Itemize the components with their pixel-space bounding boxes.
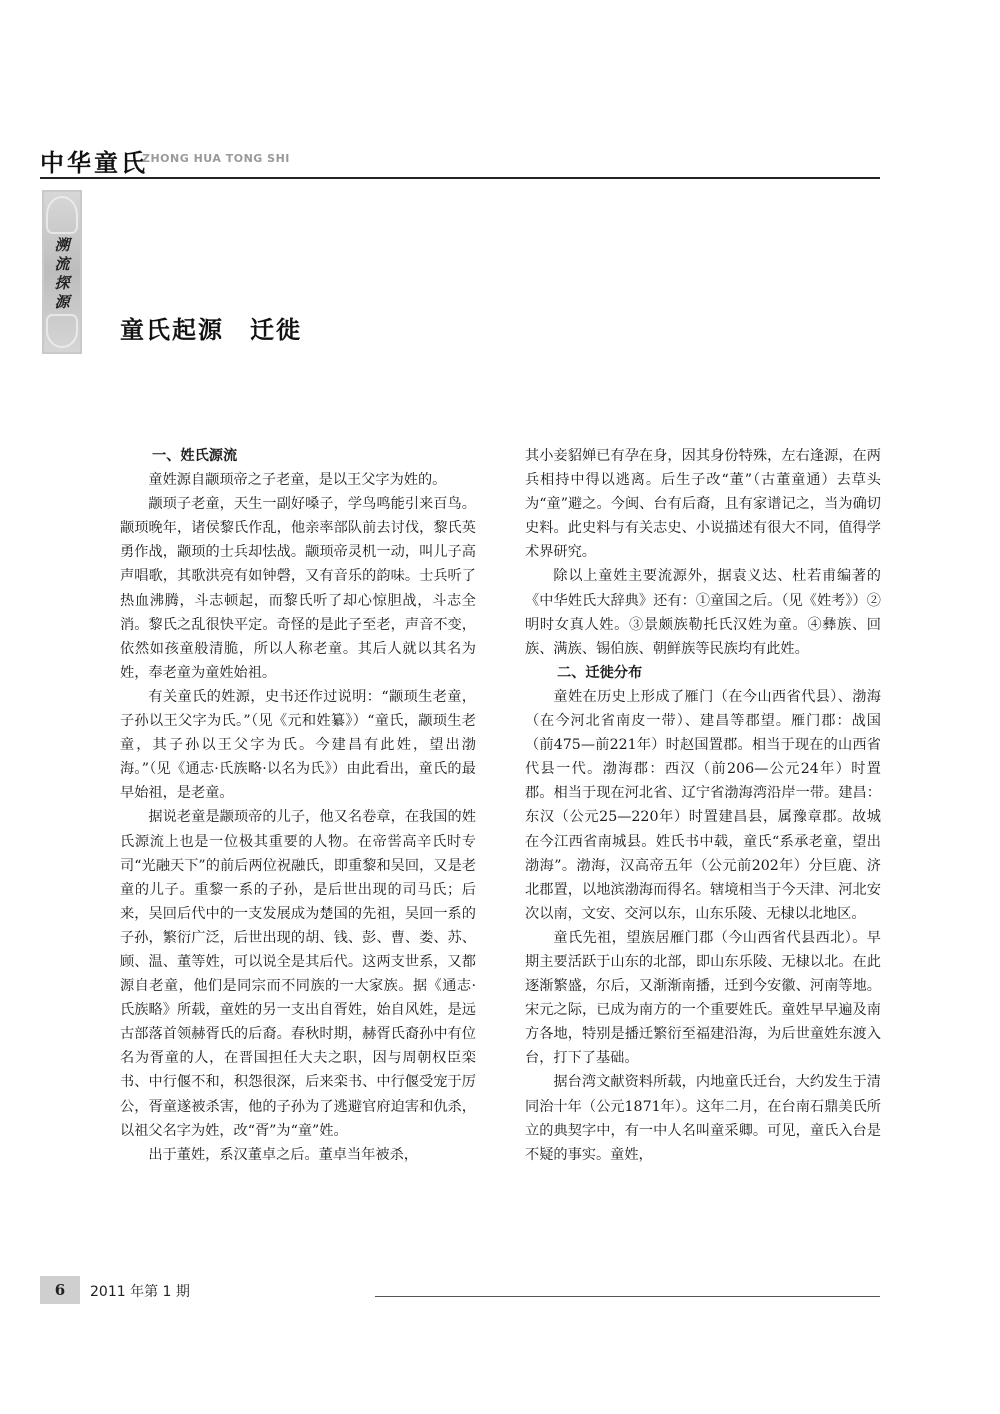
magazine-brand-pinyin: ZHONG HUA TONG SHI (142, 152, 290, 165)
magazine-header (40, 143, 880, 177)
page-number: 6 (40, 1276, 80, 1304)
paragraph: 童姓源自颛顼帝之子老童，是以王父字为姓的。 (148, 472, 447, 489)
section-heading-migration: 二、迁徙分布 (557, 664, 643, 681)
paragraph: 据台湾文献资料所载，内地童氏迁台，大约发生于清同治十年（公元1871年）。这年二月，在台南石鼎美氏所立的典契字中，有一中人名叫童采卿。可见，童氏入台是不疑的事实。童姓， (525, 1074, 881, 1163)
issue-label: 2011 年第 1 期 (90, 1284, 190, 1300)
section-badge-char: 溯 (54, 236, 70, 254)
paragraph: 童姓在历史上形成了雁门（在今山西省代县）、渤海（在今河北省南皮一带）、建昌等郡望。雁门郡：战国（前475—前221年）时赵国置郡。相当于现在的山西省代县一代。渤海郡：西汉（前206—公元24年）时置郡。相当于现在河北省、辽宁省渤海湾沿岸一带。建昌：东汉（公元25—220年）时置建昌县，属豫章郡。故城在今江西省南城县。姓氏书中载，童氏“系承老童，望出渤海”。渤海，汉高帝五年（公元前202年）分巨鹿、济北郡置，以地滨渤海而得名。辖境相当于今天津、河北安次以南，文安、交河以东，山东乐陵、无棣以北地区。 (525, 688, 881, 922)
paragraph-continued: 其小妾貂婵已有孕在身，因其身份特殊，左右逢源，在两兵相持中得以逃离。后生子改“董”（古董童通）去草头为“童”避之。今闽、台有后裔，且有家谱记之，当为确切史料。此史料与有关志史、小说描述有很大不同，值得学术界研究。 (525, 448, 881, 561)
section-badge-text (42, 236, 82, 312)
paragraph: 出于董姓，系汉董卓之后。董卓当年被杀， (148, 1146, 418, 1163)
magazine-brand-chinese: 中华童氏 (40, 148, 148, 177)
paragraph: 颛顼子老童，天生一副好嗓子，学鸟鸣能引来百鸟。颛顼晚年，诸侯黎氏作乱，他亲率部队前去讨伐，黎氏英勇作战，颛顼的士兵却怯战。颛顼帝灵机一动，叫儿子高声唱歌，其歌洪亮有如钟磬，又有音乐的韵味。士兵听了热血沸腾，斗志顿起，而黎氏听了却心惊胆战，斗志全消。黎氏之乱很快平定。奇怪的是此子至老，声音不变，依然如孩童般清脆，所以人称老童。其后人就以其名为姓，奉老童为童姓始祖。 (120, 496, 476, 681)
paragraph: 据说老童是颛顼帝的儿子，他又名卷章，在我国的姓氏源流上也是一位极其重要的人物。在帝喾高辛氏时专司“光融天下”的前后两位祝融氏，即重黎和吴回，又是老童的儿子。重黎一系的子孙，是后世出现的司马氏；后来，吴回后代中的一支发展成为楚国的先祖，吴回一系的子孙，繁衍广泛，后世出现的胡、钱、彭、曹、娄、苏、顾、温、董等姓，可以说全是其后代。这两支世系，又都源自老童，他们是同宗而不同族的一大家族。据《通志·氏族略》所载，童姓的另一支出自胥姓，始自风姓，是远古部落首领赫胥氏的后裔。春秋时期，赫胥氏裔孙中有位名为胥童的人，在晋国担任大夫之职，因与周朝权臣栾书、中行偃不和，积怨很深，后来栾书、中行偃受宠于厉公，胥童遂被杀害，他的子孙为了逃避官府迫害和仇杀，以祖父名字为姓，改“胥”为“童”姓。 (120, 809, 476, 1139)
section-badge-char: 源 (54, 293, 70, 311)
page-footer (40, 1276, 880, 1306)
section-heading-origin: 一、姓氏源流 (152, 448, 238, 464)
right-column (525, 444, 881, 1167)
footer-rule (375, 1296, 880, 1297)
section-badge-char: 探 (54, 274, 70, 292)
paragraph: 有关童氏的姓源，史书还作过说明：“颛顼生老童，子孙以王父字为氏。”（见《元和姓纂》）“童氏，颛顼生老童，其子孙以王父字为氏。今建昌有此姓，望出渤海。”（见《通志·氏族略·以名为氏》）由此看出，童氏的最早始祖，是老童。 (120, 688, 476, 802)
section-badge (42, 190, 82, 354)
left-column (120, 444, 476, 1167)
article-title: 童氏起源 迁徙 (120, 316, 302, 344)
paragraph: 童氏先祖，望族居雁门郡（今山西省代县西北）。早期主要活跃于山东的北部，即山东乐陵、无棣以北。在此逐渐繁盛，尔后，又渐渐南播，迁到今安徽、河南等地。宋元之际，已成为南方的一个重要姓氏。童姓早早遍及南方各地，特别是播迁繁衍至福建沿海，为后世童姓东渡入台，打下了基础。 (525, 929, 881, 1067)
paragraph: 除以上童姓主要流源外，据袁义达、杜若甫编著的《中华姓氏大辞典》还有：①童国之后。（见《姓考》）②明时女真人姓。③景颇族勒托氏汉姓为童。④彝族、回族、满族、锡伯族、朝鲜族等民族均有此姓。 (525, 568, 881, 657)
section-badge-char: 流 (54, 255, 70, 273)
header-rule (40, 177, 880, 179)
